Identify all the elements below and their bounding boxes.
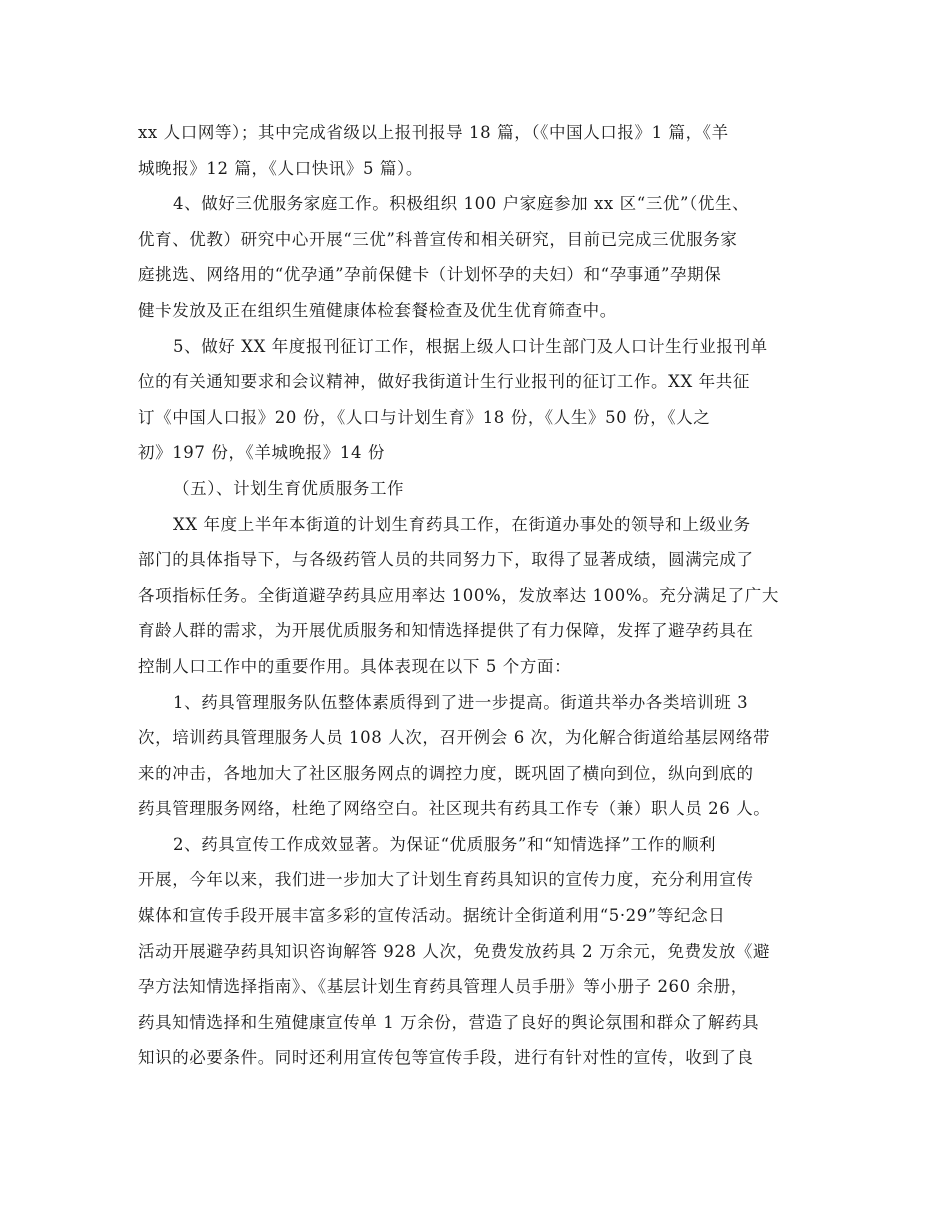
text-line: 健卡发放及正在组织生殖健康体检套餐检查及优生优育筛查中。 [138,300,617,320]
text-line: 育龄人群的需求，为开展优质服务和知情选择提供了有力保障，发挥了避孕药具在 [138,621,754,641]
text-line: 药具管理服务网络，杜绝了网络空白。社区现共有药具工作专（兼）职人员 26 人。 [138,799,771,819]
text-line: 城晚报》12 篇，《人口快讯》5 篇）。 [138,158,423,178]
text-line: 次，培训药具管理服务人员 108 人次，召开例会 6 次，为化解合街道给基层网络带 [138,728,771,748]
document-body [138,115,798,1076]
text-line: 活动开展避孕药具知识咨询解答 928 人次，免费发放药具 2 万余元，免费发放《避 [138,941,771,961]
text-line: 初》197 份，《羊城晚报》14 份 [138,443,386,463]
text-line: 优育、优教）研究中心开展“三优”科普宣传和相关研究，目前已完成三优服务家 [138,229,738,249]
text-line: 订《中国人口报》20 份，《人口与计划生育》18 份，《人生》50 份，《人之 [138,407,711,427]
paragraph-start-line: 4、做好三优服务家庭工作。积极组织 100 户家庭参加 xx 区“三优”（优生、 [173,194,750,214]
text-line: 位的有关通知要求和会议精神，做好我街道计生行业报刊的征订工作。XX 年共征 [138,372,750,392]
text-line: 开展，今年以来，我们进一步加大了计划生育药具知识的宣传力度，充分利用宣传 [138,870,754,890]
paragraph-start-line: 2、药具宣传工作成效显著。为保证“优质服务”和“知情选择”工作的顺利 [173,834,717,854]
section-heading: （五）、计划生育优质服务工作 [173,478,405,498]
paragraph-start-line: XX 年度上半年本街道的计划生育药具工作，在街道办事处的领导和上级业务 [173,514,751,534]
text-line: 孕方法知情选择指南》、《基层计划生育药具管理人员手册》等小册子 260 余册， [138,977,748,997]
text-line: 来的冲击，各地加大了社区服务网点的调控力度，既巩固了横向到位，纵向到底的 [138,763,754,783]
text-line: 庭挑选、网络用的“优孕通”孕前保健卡（计划怀孕的夫妇）和“孕事通”孕期保 [138,265,722,285]
paragraph-start-line: 5、做好 XX 年度报刊征订工作，根据上级人口计生部门及人口计生行业报刊单 [173,336,768,356]
text-line: 控制人口工作中的重要作用。具体表现在以下 5 个方面： [138,656,572,676]
paragraph-start-line: 1、药具管理服务队伍整体素质得到了进一步提高。街道共举办各类培训班 3 [173,692,749,712]
text-line: 各项指标任务。全街道避孕药具应用率达 100%，发放率达 100%。充分满足了广大 [138,585,779,605]
text-line: xx 人口网等）；其中完成省级以上报刊报导 18 篇，（《中国人口报》1 篇，《羊 [138,123,729,142]
text-line: 媒体和宣传手段开展丰富多彩的宣传活动。据统计全街道利用“5·29”等纪念日 [138,906,726,926]
text-line: 药具知情选择和生殖健康宣传单 1 万余份，营造了良好的舆论氛围和群众了解药具 [138,1012,760,1032]
text-line: 部门的具体指导下，与各级药管人员的共同努力下，取得了显著成绩，圆满完成了 [138,550,754,570]
text-line: 知识的必要条件。同时还利用宣传包等宣传手段，进行有针对性的宣传，收到了良 [138,1048,754,1068]
